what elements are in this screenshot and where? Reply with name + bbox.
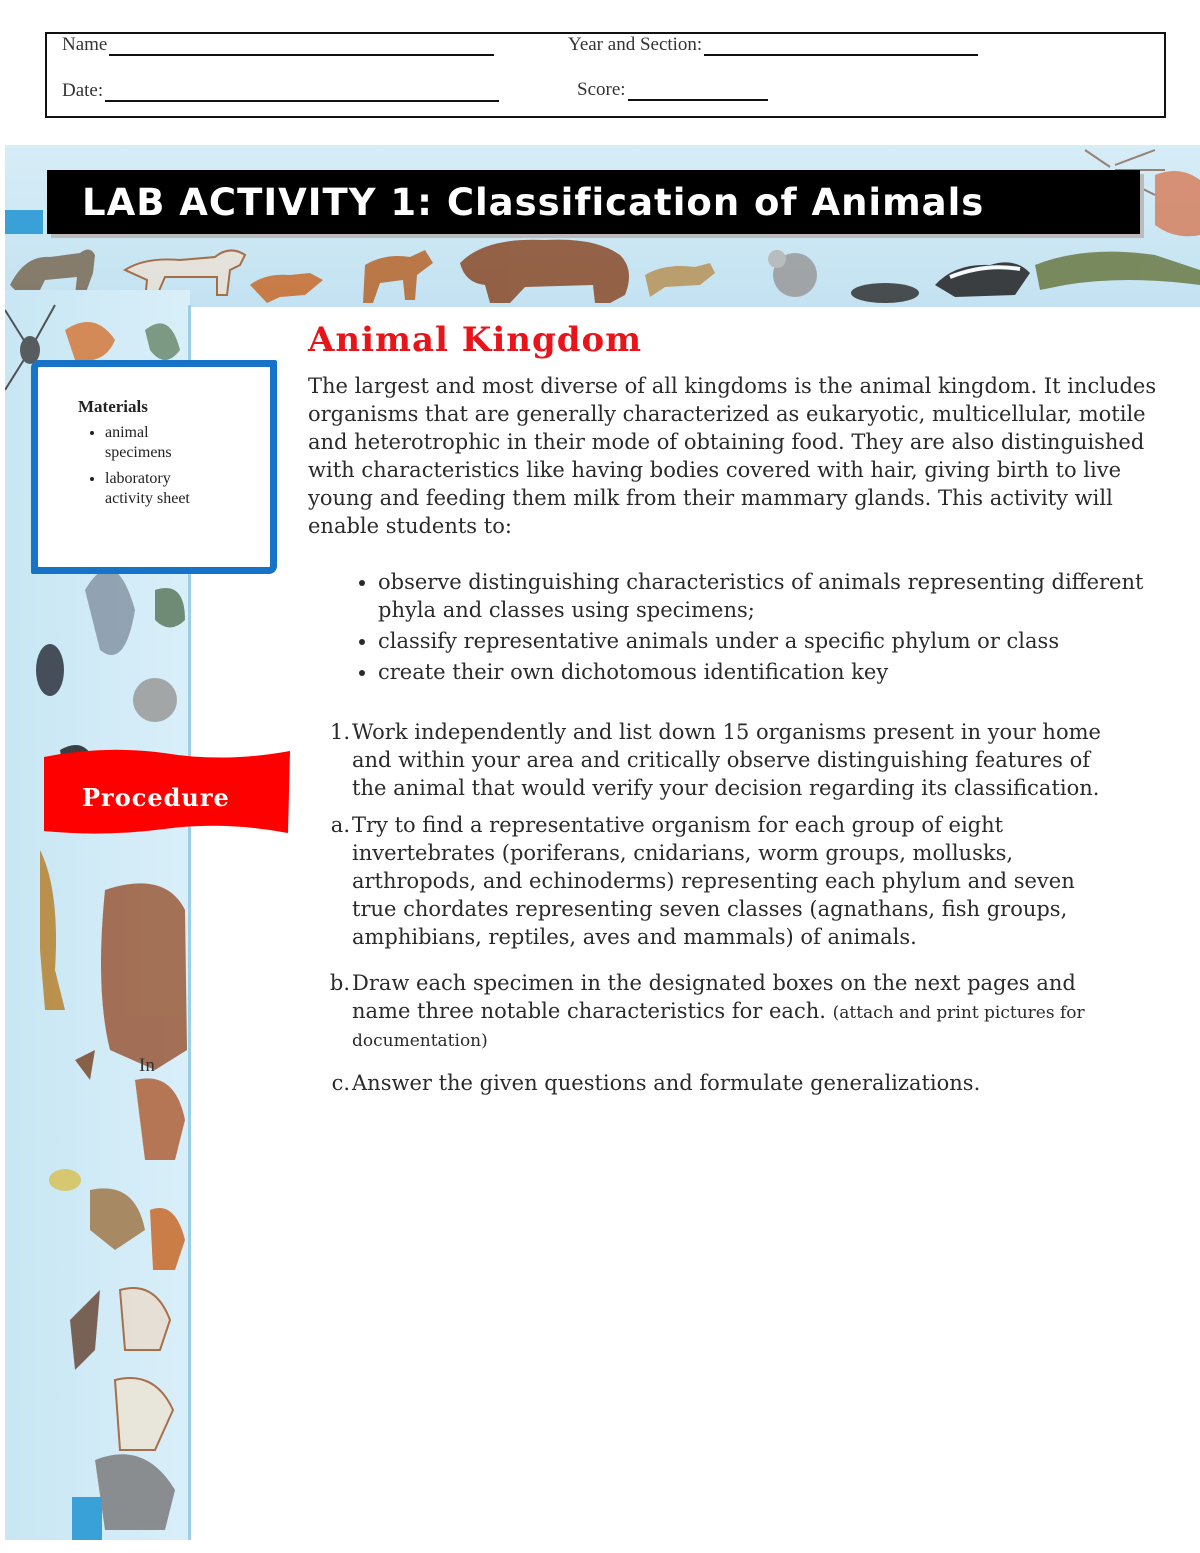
procedure-label: Procedure: [82, 783, 230, 812]
objective-item: • create their own dichotomous identification key: [378, 658, 1178, 686]
side-edge-tab: [72, 1497, 102, 1540]
materials-box: [31, 360, 277, 574]
step-text: Work independently and list down 15 organisms present in your home and within your area and critically observe distinguishing features of the animal that would verify your decision regarding its classification.: [352, 720, 1101, 800]
score-label: Score:: [577, 79, 626, 100]
year-section-field[interactable]: [568, 34, 978, 56]
date-blank-line[interactable]: [105, 82, 499, 102]
banner-edge-tab: [5, 210, 43, 234]
date-field[interactable]: [62, 80, 499, 102]
score-blank-line[interactable]: [628, 81, 768, 101]
step-text: Answer the given questions and formulate generalizations.: [352, 1071, 981, 1095]
procedure-step: [308, 969, 1178, 1053]
date-label: Date:: [62, 80, 104, 101]
name-label: Name: [62, 34, 108, 55]
materials-title: Materials: [78, 397, 148, 416]
score-field[interactable]: [577, 79, 768, 101]
procedure-step: [308, 718, 1178, 802]
year-section-label: Year and Section:: [568, 34, 703, 55]
objective-item: • classify representative animals under a specific phylum or class: [378, 627, 1178, 655]
main-content: [308, 320, 1178, 1106]
title-bar: [47, 170, 1140, 234]
step-note: (attach and print pictures for documentation): [352, 1003, 1085, 1051]
step-text: Try to find a representative organism for each group of eight invertebrates (poriferans, cnidarians, worm groups, mollusks, arthropods, and echinoderms) representing each phylum and seven true chordates representing seven classes (agnathans, fish groups, amphibians, reptiles, aves and mammals) of animals.: [352, 813, 1075, 949]
step-number: 1.: [329, 720, 350, 744]
stray-text: In: [139, 1055, 155, 1076]
procedure-step: [308, 811, 1178, 951]
materials-item: • laboratory activity sheet: [105, 469, 205, 509]
student-info-box: [45, 32, 1166, 118]
year-section-blank-line[interactable]: [704, 36, 978, 56]
name-field[interactable]: [62, 34, 494, 56]
page-title: LAB ACTIVITY 1: Classification of Animals: [82, 180, 985, 224]
procedure-flag: [44, 745, 290, 837]
step-number: a.: [330, 813, 350, 837]
name-blank-line[interactable]: [109, 36, 494, 56]
objectives-list: [308, 568, 1178, 686]
step-number: c.: [331, 1071, 350, 1095]
objective-item: • observe distinguishing characteristics of animals representing different phyla and classes using specimens;: [378, 568, 1178, 624]
step-number: b.: [329, 971, 350, 995]
step-text: Draw each specimen in the designated boxes on the next pages and name three notable characteristics for each.: [352, 971, 1076, 1023]
materials-item: • animal specimens: [105, 423, 205, 463]
section-heading: Animal Kingdom: [308, 320, 643, 360]
procedure-step: [308, 1069, 1178, 1097]
intro-paragraph: The largest and most diverse of all kingdoms is the animal kingdom. It includes organisms that are generally characterized as eukaryotic, multicellular, motile and heterotrophic in their mode of obtaining food. They are also distinguished with characteristics like having bodies covered with hair, giving birth to live young and feeding them milk from their mammary glands. This activity will enable students to:: [308, 374, 1157, 538]
procedure-steps: [308, 718, 1178, 1097]
step-text-container: [350, 969, 1112, 1053]
materials-list: [78, 423, 270, 509]
